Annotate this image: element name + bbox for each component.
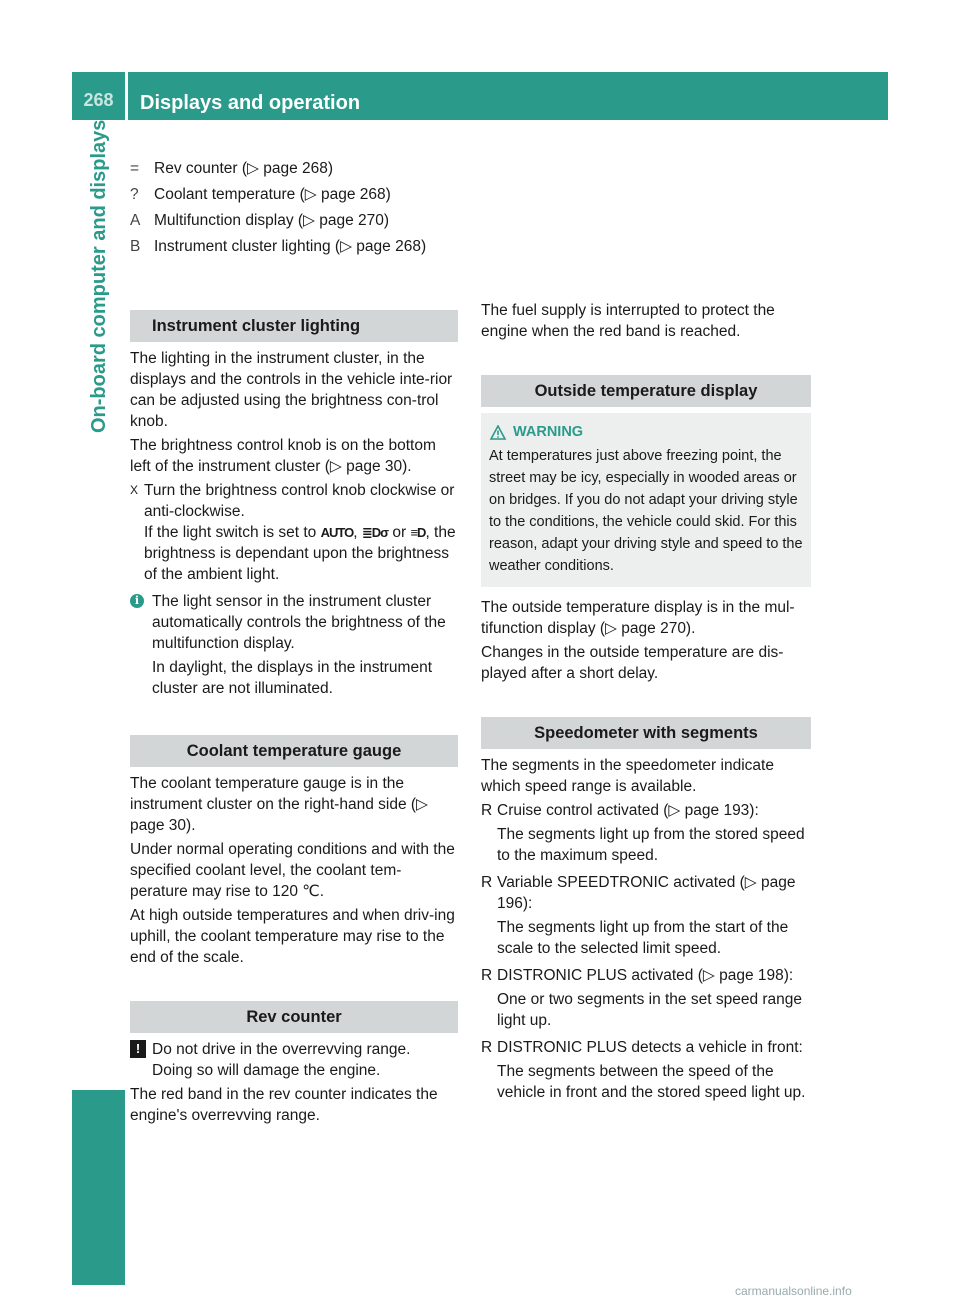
chapter-label: On-board computer and displays (88, 120, 110, 434)
step-text: Turn the brightness control knob clockwise or anti-clockwise. (144, 482, 455, 520)
notice-text: Doing so will damage the engine. (152, 1062, 381, 1079)
section-heading-rev-counter: Rev counter (130, 1001, 458, 1033)
list-item (481, 965, 811, 1034)
list-item-body: One or two segments in the set speed range light up. (497, 991, 803, 1029)
callout-number: B (130, 238, 141, 255)
paragraph: The coolant temperature gauge is in the instrument cluster on the right-hand side (▷ page 30). (130, 775, 428, 834)
page-title: Displays and operation (140, 92, 361, 114)
step-text-part: If the light switch is set to (144, 524, 317, 541)
list-item-head: DISTRONIC PLUS activated (▷ page 198): (497, 967, 794, 984)
auto-light-icon: AUTO (320, 525, 354, 540)
chapter-thumb-tab (72, 1090, 125, 1285)
bullet-icon: R (481, 802, 493, 819)
callout-item (130, 210, 458, 231)
paragraph: The red band in the rev counter indicates the engine's overrevving range. (130, 1086, 438, 1124)
callout-text: Instrument cluster lighting (▷ page 268) (154, 238, 427, 255)
low-beam-icon: ≡D (410, 525, 426, 540)
section-heading-speedometer: Speedometer with segments (481, 717, 811, 749)
page-number: 268 (83, 90, 114, 110)
watermark: carmanualsonline.info (735, 1284, 852, 1298)
bullet-icon: R (481, 1039, 493, 1056)
callout-item (130, 184, 458, 205)
step-text-part: , the brightness is dependant upon the brightness of the ambient light. (144, 524, 456, 583)
step-text-part: or (392, 524, 407, 541)
bullet-icon: R (481, 967, 493, 984)
paragraph: The fuel supply is interrupted to protect the engine when the red band is reached. (481, 302, 775, 340)
section-heading-lighting: Instrument cluster lighting (130, 310, 458, 342)
list-item (481, 1037, 811, 1106)
paragraph: Under normal operating conditions and with the specified coolant level, the coolant tem-perature may rise to 120 ℃. (130, 841, 455, 900)
info-icon: i (130, 594, 144, 608)
callout-number: A (130, 212, 141, 229)
info-text: The light sensor in the instrument cluster automatically controls the brightness of the multifunction display. (152, 593, 446, 652)
callout-item (130, 158, 458, 179)
exclamation-icon: ! (130, 1040, 146, 1058)
notice-text: Do not drive in the overrevving range. (152, 1041, 411, 1058)
info-note (130, 591, 458, 702)
list-item-body: The segments between the speed of the vehicle in front and the stored speed light up. (497, 1063, 806, 1101)
instruction-step (130, 480, 458, 585)
paragraph: The lighting in the instrument cluster, in the displays and the controls in the vehicle inte-rior can be adjusted using the brightness con-trol knob. (130, 350, 453, 430)
list-item-head: Cruise control activated (▷ page 193): (497, 802, 759, 819)
warning-triangle-icon (489, 425, 507, 440)
paragraph: At high outside temperatures and when driv-ing uphill, the coolant temperature may rise to the end of the scale. (130, 907, 455, 966)
bullet-icon: R (481, 874, 493, 891)
warning-label: WARNING (513, 424, 584, 440)
section-heading-outside-temp: Outside temperature display (481, 375, 811, 407)
callout-text: Rev counter (▷ page 268) (154, 160, 334, 177)
paragraph: The brightness control knob is on the bottom left of the instrument cluster (▷ page 30). (130, 437, 436, 475)
list-item-body: The segments light up from the start of the scale to the selected limit speed. (497, 919, 789, 957)
right-column (481, 300, 811, 1109)
step-arrow-icon: X (130, 483, 139, 497)
warning-box (481, 413, 811, 587)
list-item (481, 800, 811, 869)
list-item-head: DISTRONIC PLUS detects a vehicle in front: (497, 1039, 803, 1056)
info-text: In daylight, the displays in the instrument cluster are not illuminated. (152, 659, 433, 697)
callout-text: Coolant temperature (▷ page 268) (154, 186, 391, 203)
left-column (130, 158, 458, 1129)
paragraph: The segments in the speedometer indicate which speed range is available. (481, 757, 774, 795)
paragraph: The outside temperature display is in the mul-tifunction display (▷ page 270). (481, 599, 795, 637)
callout-item (130, 236, 458, 257)
step-text-2: If the light switch is set to AUTO, ≣Dσ or ≡D, the brightness is dependant upon the brightness of the ambient light. (144, 524, 456, 583)
warning-header (489, 421, 805, 443)
paragraph: Changes in the outside temperature are dis-played after a short delay. (481, 644, 784, 682)
notice (130, 1039, 458, 1081)
warning-text: At temperatures just above freezing point, the street may be icy, especially in wooded areas or on bridges. If you do not adapt your driving style to the conditions, the vehicle could skid. For this reason, adapt your driving style and speed to the weather conditions. (489, 448, 803, 574)
callout-number: ? (130, 186, 139, 203)
list-item (481, 872, 811, 962)
parking-light-icon: ≣Dσ (361, 525, 389, 540)
list-item-head: Variable SPEEDTRONIC activated (▷ page 196): (497, 874, 796, 912)
list-item-body: The segments light up from the stored speed to the maximum speed. (497, 826, 805, 864)
callout-text: Multifunction display (▷ page 270) (154, 212, 390, 229)
callout-number: = (130, 160, 140, 177)
section-heading-coolant: Coolant temperature gauge (130, 735, 458, 767)
